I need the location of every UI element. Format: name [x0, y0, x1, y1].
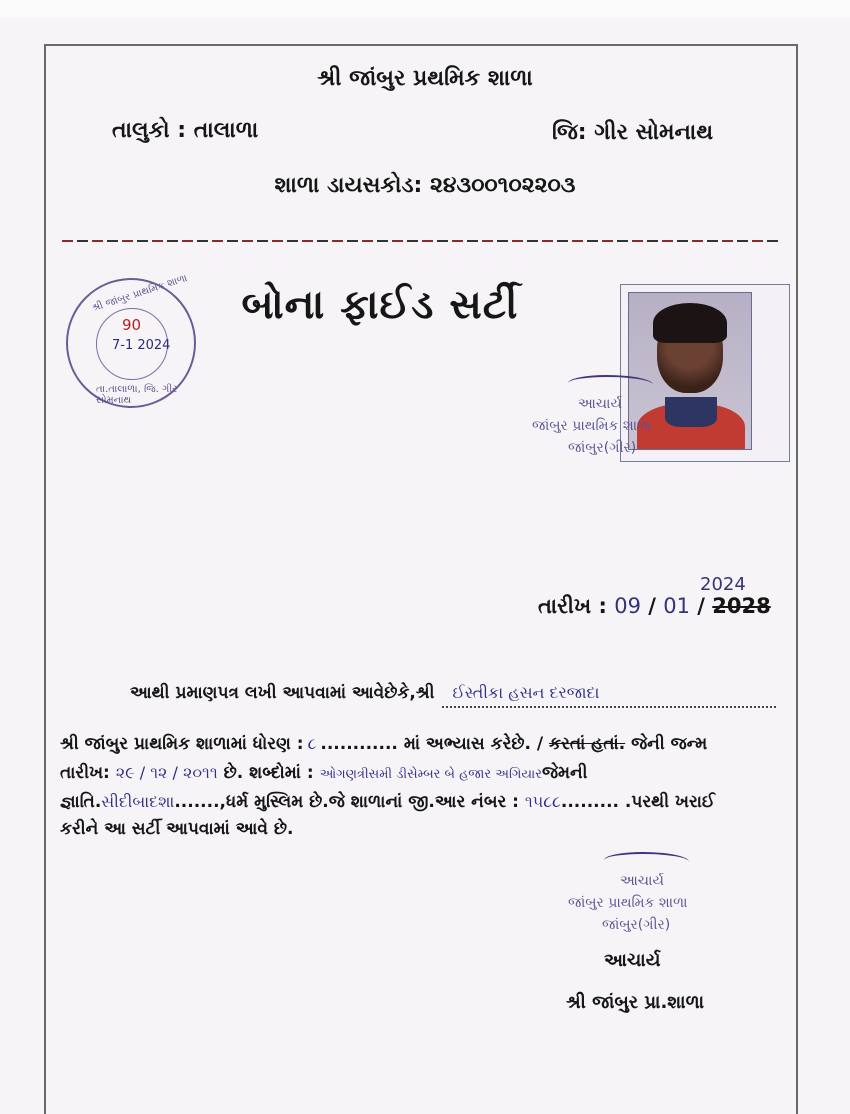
photo-hair: [653, 303, 727, 343]
body-line-3-c: જેમની: [541, 763, 588, 783]
date-year-handwritten: 2024: [700, 574, 746, 595]
stamp-title: આચાર્ય: [620, 873, 664, 889]
signature-mark: [568, 375, 653, 393]
district-label: જિ: ગીર સોમનાથ: [552, 120, 714, 145]
body-line-2-struck: કરતાં હતાં.: [549, 734, 626, 754]
date-line: તારીખ : 09 / 01 / 2028: [538, 594, 771, 618]
signatory-school: શ્રી જાંબુર પ્રા.શાળા: [566, 992, 705, 1013]
body-line-3-a: તારીખ:: [60, 763, 116, 783]
body-line-3: [60, 763, 588, 783]
signature-mark: [604, 852, 689, 870]
body-line-2-a: શ્રી જાંબુર પ્રાથમિક શાળામાં ધોરણ :: [60, 734, 304, 754]
date-day: 09: [614, 594, 641, 618]
signatory-title: આચાર્ય: [604, 950, 661, 971]
certificate-border: [44, 44, 798, 1114]
dashed-divider: [62, 240, 778, 242]
body-line-5: કરીને આ સર્ટી આપવામાં આવે છે.: [60, 819, 294, 839]
body-line-1: [130, 683, 599, 703]
seal-bottom-text: તા.તાલાળા, જિ. ગીર સોમનાથ: [96, 384, 178, 406]
birth-date-words: ઓગણત્રીસમી ડીસેમ્બર બે હજાર અગિયાર: [319, 767, 542, 782]
body-line-1-text: આથી પ્રમાણપત્ર લખી આપવામાં આવેછેકે,શ્રી: [130, 683, 435, 703]
dise-code: શાળા ડાયસકોડ: ૨૪૩૦૦૧૦૨૨૦૩: [274, 173, 576, 198]
principal-stamp-top: [532, 375, 662, 459]
stamp-school: જાંબુર પ્રાથમિક શાળા: [568, 895, 688, 911]
stamp-place: જાંબુર(ગીર): [602, 917, 671, 933]
stamp-school: જાંબુર પ્રાથમિક શાળા: [532, 418, 652, 434]
date-year-struck: 2028: [712, 594, 771, 618]
name-dotted-line: [442, 706, 776, 708]
caste-value: સીદીબાદશા: [101, 792, 175, 811]
body-line-3-b: છે. શબ્દોમાં :: [217, 763, 320, 783]
taluka-label: તાલુકો : તાલાળા: [112, 118, 259, 143]
seal-date: 7-1 2024: [112, 338, 171, 353]
birth-date: ૨૯ / ૧૨ / ૨૦૧૧: [115, 763, 218, 782]
seal-number: 90: [122, 316, 142, 334]
body-line-2: શ્રી જાંબુર પ્રાથમિક શાળામાં ધોરણ : ૮ ............ માં અભ્યાસ કરેછે. / કરતાં હતાં. જેની જન્મ: [60, 734, 708, 754]
gr-number: ૧૫૮૮: [524, 792, 561, 811]
date-label: તારીખ :: [538, 594, 615, 618]
date-month: 01: [663, 594, 690, 618]
photo-collar: [665, 397, 717, 427]
body-line-4-b: ,ધર્મ મુસ્લિમ છે.જે શાળાનાં જી.આર નંબર :: [219, 792, 525, 812]
body-line-4-c: .પરથી ખરાઈ: [618, 792, 716, 812]
principal-stamp-bottom: [568, 852, 748, 936]
scan-margin: [0, 0, 850, 18]
seal-top-text: શ્રી જાંબુર પ્રાથમિક શાળા: [90, 272, 189, 315]
standard-value: ૮: [307, 734, 317, 753]
stamp-place: જાંબુર(ગીર): [568, 440, 637, 456]
stamp-title: આચાર્ય: [578, 396, 622, 412]
school-round-seal: [66, 272, 196, 408]
certificate-title: બોના ફાઈડ સર્ટી: [241, 282, 519, 328]
body-line-2-c: જેની જન્મ: [625, 734, 708, 754]
body-line-2-b: માં અભ્યાસ કરેછે. /: [403, 734, 550, 754]
school-name: શ્રી જાંબુર પ્રથમિક શાળા: [317, 66, 533, 91]
body-line-4: જ્ઞાતિ.સીદીબાદશા.......,ધર્મ મુસ્લિમ છે.જે શાળાનાં જી.આર નંબર : ૧૫૮૮......... .પરથી ખરાઈ: [60, 792, 716, 812]
body-line-4-a: જ્ઞાતિ.: [60, 792, 102, 812]
student-name: ઈસ્તીકા હસન દરજાદા: [452, 683, 600, 702]
